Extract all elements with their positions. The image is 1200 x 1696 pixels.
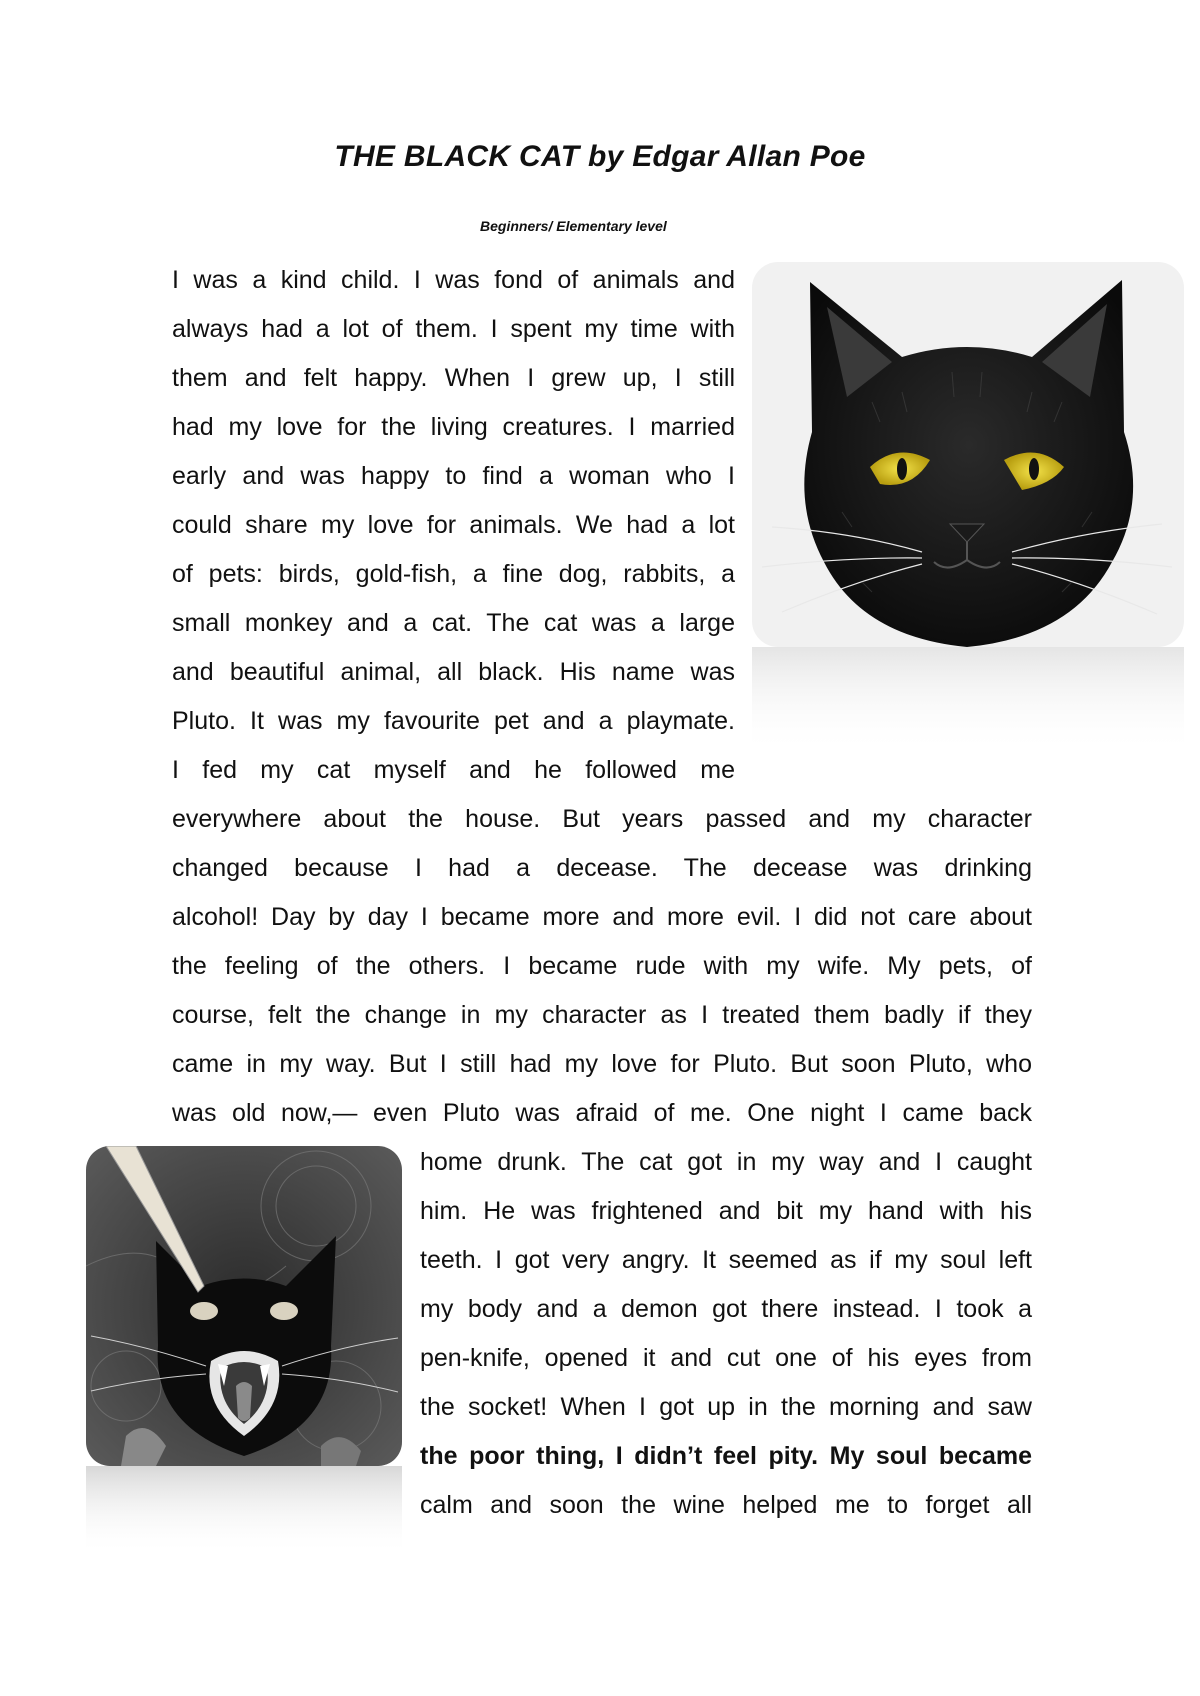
text-line: was old now,— even Pluto was afraid of me. One night I came back xyxy=(172,1099,1032,1127)
text-line: him. He was frightened and bit my hand with his xyxy=(420,1197,1032,1225)
text-line: I fed my cat myself and he followed me xyxy=(172,756,735,784)
text-line: home drunk. The cat got in my way and I caught xyxy=(420,1148,1032,1176)
text-line: I was a kind child. I was fond of animals and xyxy=(172,266,735,294)
text-line: my body and a demon got there instead. I took a xyxy=(420,1295,1032,1323)
text-line: early and was happy to find a woman who I xyxy=(172,462,735,490)
text-line: everywhere about the house. But years passed and my character xyxy=(172,805,1032,833)
text-line: the poor thing, I didn’t feel pity. My soul became xyxy=(420,1442,1032,1470)
text-line: changed because I had a decease. The decease was drinking xyxy=(172,854,1032,882)
text-line: small monkey and a cat. The cat was a large xyxy=(172,609,735,637)
text-line: alcohol! Day by day I became more and more evil. I did not care about xyxy=(172,903,1032,931)
text-line: calm and soon the wine helped me to forget all xyxy=(420,1491,1032,1519)
text-line: them and felt happy. When I grew up, I still xyxy=(172,364,735,392)
text-line: course, felt the change in my character as I treated them badly if they xyxy=(172,1001,1032,1029)
text-line: of pets: birds, gold-fish, a fine dog, rabbits, a xyxy=(172,560,735,588)
text-line: and beautiful animal, all black. His name was xyxy=(172,658,735,686)
text-line: the socket! When I got up in the morning and saw xyxy=(420,1393,1032,1421)
black-cat-illustration xyxy=(752,262,1184,754)
angry-cat-illustration xyxy=(86,1146,402,1556)
text-line: Pluto. It was my favourite pet and a playmate. xyxy=(172,707,735,735)
text-line: pen-knife, opened it and cut one of his eyes from xyxy=(420,1344,1032,1372)
text-line: teeth. I got very angry. It seemed as if my soul left xyxy=(420,1246,1032,1274)
page-title: THE BLACK CAT by Edgar Allan Poe xyxy=(334,140,866,173)
text-line: had my love for the living creatures. I married xyxy=(172,413,735,441)
text-line: always had a lot of them. I spent my time with xyxy=(172,315,735,343)
level-label: Beginners/ Elementary level xyxy=(480,218,667,234)
text-line: could share my love for animals. We had a lot xyxy=(172,511,735,539)
text-line: the feeling of the others. I became rude with my wife. My pets, of xyxy=(172,952,1032,980)
text-line: came in my way. But I still had my love for Pluto. But soon Pluto, who xyxy=(172,1050,1032,1078)
